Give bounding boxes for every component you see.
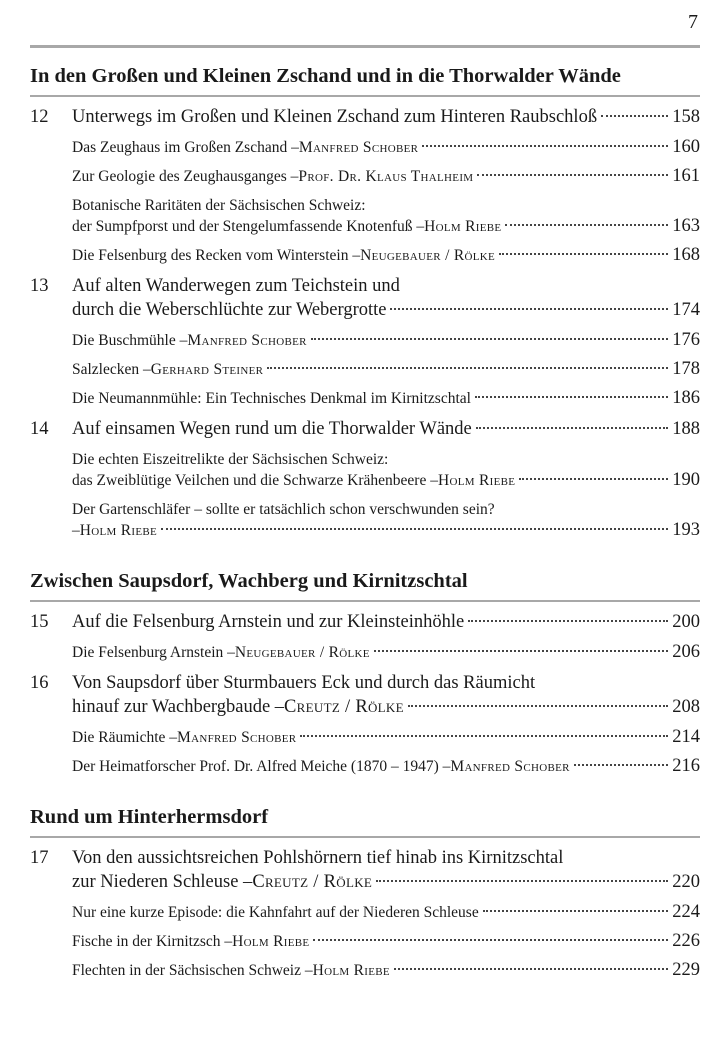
- author-name: Manfred Schober: [187, 332, 307, 349]
- toc-line: [72, 245, 700, 266]
- sub-entry: [72, 449, 700, 491]
- toc-line: [72, 449, 700, 470]
- entry-text: der Sumpfporst und der Stengelumfassende Knotenfuß –: [72, 218, 425, 235]
- dot-leader: [483, 910, 669, 912]
- dot-leader: [374, 650, 668, 652]
- entry-text: Botanische Raritäten der Sächsischen Schweiz:: [72, 197, 366, 214]
- entry-text: Die echten Eiszeitrelikte der Sächsischen Schweiz:: [72, 451, 389, 468]
- chapter-title: [72, 105, 700, 129]
- chapter-number: 17: [30, 848, 49, 868]
- sub-entry: [72, 245, 700, 266]
- toc-line: [72, 642, 700, 663]
- entry-text: Von Saupsdorf über Sturmbauers Eck und durch das Räumicht: [72, 673, 536, 693]
- dot-leader: [477, 174, 668, 176]
- toc-line: [72, 388, 700, 409]
- dot-leader: [574, 764, 668, 766]
- dot-leader: [161, 528, 668, 530]
- sub-entry: [72, 756, 700, 777]
- dot-leader: [267, 367, 668, 369]
- page-ref: 178: [672, 359, 700, 379]
- sub-entry: [72, 931, 700, 952]
- sub-entry: [72, 727, 700, 748]
- chapter-entry: [30, 105, 700, 129]
- entry-text: Die Felsenburg des Recken vom Winterstein –: [72, 247, 361, 264]
- section-title: Zwischen Saupsdorf, Wachberg und Kirnitzschtal: [30, 570, 468, 592]
- page-ref: 229: [672, 960, 700, 980]
- sub-entry: [72, 166, 700, 187]
- entry-text: das Zweiblütige Veilchen und die Schwarze Krähenbeere –: [72, 472, 438, 489]
- chapter-entry: [30, 417, 700, 441]
- toc-entry: [30, 671, 700, 777]
- entry-text: Das Zeughaus im Großen Zschand –: [72, 139, 299, 156]
- sub-entries: [72, 449, 700, 541]
- entry-text: Auf die Felsenburg Arnstein und zur Kleinsteinhöhle: [72, 612, 465, 632]
- page-ref: 163: [672, 216, 700, 236]
- toc-line: [72, 756, 700, 777]
- section-rule: [30, 95, 700, 97]
- sub-entries: [72, 330, 700, 409]
- toc-entry: [30, 417, 700, 541]
- entry-text: zur Niederen Schleuse –: [72, 872, 253, 892]
- toc-line: [72, 359, 700, 380]
- toc-line: [72, 499, 700, 520]
- entry-text: Zur Geologie des Zeughausganges –: [72, 168, 299, 185]
- toc-section: [30, 62, 700, 541]
- toc-entry: [30, 105, 700, 266]
- chapter-number: 12: [30, 107, 49, 127]
- page-ref: 161: [672, 166, 700, 186]
- chapter-entry: [30, 671, 700, 719]
- toc-line: [72, 274, 700, 298]
- toc-line: [72, 520, 700, 541]
- entry-text: Salzlecken –: [72, 361, 151, 378]
- dot-leader: [468, 620, 668, 622]
- sub-entry: [72, 137, 700, 158]
- header-rule: [30, 45, 700, 48]
- section-rule: [30, 836, 700, 838]
- table-of-contents: [30, 62, 700, 1007]
- author-name: Holm Riebe: [312, 962, 390, 979]
- toc-entry: [30, 274, 700, 409]
- author-name: Gerhard Steiner: [150, 361, 264, 378]
- dot-leader: [300, 735, 668, 737]
- dot-leader: [519, 478, 668, 480]
- sub-entry: [72, 195, 700, 237]
- chapter-title: [72, 417, 700, 441]
- toc-entry: [30, 846, 700, 981]
- author-name: Manfred Schober: [450, 758, 570, 775]
- sub-entry: [72, 388, 700, 409]
- entry-text: Die Felsenburg Arnstein –: [72, 644, 235, 661]
- page-ref: 200: [672, 612, 700, 632]
- entry-text: Der Heimatforscher Prof. Dr. Alfred Meiche (1870 – 1947) –: [72, 758, 451, 775]
- author-name: Creutz / Rölke: [252, 872, 373, 892]
- dot-leader: [313, 939, 668, 941]
- page-ref: 220: [672, 872, 700, 892]
- entry-text: Nur eine kurze Episode: die Kahnfahrt auf der Niederen Schleuse: [72, 904, 479, 921]
- page-ref: 226: [672, 931, 700, 951]
- author-name: Holm Riebe: [424, 218, 502, 235]
- sub-entries: [72, 727, 700, 777]
- page-ref: 206: [672, 642, 700, 662]
- toc-line: [72, 216, 700, 237]
- sub-entry: [72, 642, 700, 663]
- entry-text: Die Neumannmühle: Ein Technisches Denkmal im Kirnitzschtal: [72, 390, 471, 407]
- entry-text: Fische in der Kirnitzsch –: [72, 933, 233, 950]
- sub-entry: [72, 499, 700, 541]
- author-name: Manfred Schober: [177, 729, 297, 746]
- page-ref: 160: [672, 137, 700, 157]
- dot-leader: [408, 705, 668, 707]
- entry-text: Die Räumichte –: [72, 729, 178, 746]
- chapter-entry: [30, 274, 700, 322]
- page-ref: 216: [672, 756, 700, 776]
- entry-text: –: [72, 522, 80, 539]
- author-name: Neugebauer / Rölke: [234, 644, 370, 661]
- page-ref: 224: [672, 902, 700, 922]
- entry-text: durch die Weberschlüchte zur Webergrotte: [72, 300, 387, 320]
- toc-line: [72, 137, 700, 158]
- page-ref: 188: [672, 419, 700, 439]
- chapter-number: 14: [30, 419, 49, 439]
- page-ref: 168: [672, 245, 700, 265]
- dot-leader: [390, 308, 668, 310]
- chapter-number: 15: [30, 612, 49, 632]
- author-name: Manfred Schober: [298, 139, 419, 156]
- toc-line: [72, 166, 700, 187]
- sub-entries: [72, 642, 700, 663]
- page-ref: 176: [672, 330, 700, 350]
- author-name: Holm Riebe: [232, 933, 310, 950]
- entry-text: Auf alten Wanderwegen zum Teichstein und: [72, 276, 400, 296]
- toc-line: [72, 671, 700, 695]
- author-name: Holm Riebe: [437, 472, 516, 489]
- section-title: Rund um Hinterhermsdorf: [30, 806, 269, 828]
- sub-entries: [72, 902, 700, 981]
- toc-line: [72, 195, 700, 216]
- author-name: Neugebauer / Rölke: [360, 247, 496, 264]
- entry-text: Unterwegs im Großen und Kleinen Zschand zum Hinteren Raubschloß: [72, 107, 598, 127]
- page-number: 7: [688, 11, 698, 33]
- section-rule: [30, 600, 700, 602]
- toc-line: [72, 105, 700, 129]
- dot-leader: [475, 396, 668, 398]
- page-ref: 190: [672, 470, 700, 490]
- entry-text: hinauf zur Wachbergbaude –: [72, 697, 285, 717]
- toc-line: [72, 695, 700, 719]
- toc-line: [72, 960, 700, 981]
- dot-leader: [311, 338, 668, 340]
- entry-text: Auf einsamen Wegen rund um die Thorwalder Wände: [72, 419, 472, 439]
- chapter-title: [72, 610, 700, 634]
- entry-text: Flechten in der Sächsischen Schweiz –: [72, 962, 313, 979]
- entry-text: Der Gartenschläfer – sollte er tatsächlich schon verschwunden sein?: [72, 501, 495, 518]
- toc-line: [72, 417, 700, 441]
- entry-text: Von den aussichtsreichen Pohlshörnern tief hinab ins Kirnitzschtal: [72, 848, 564, 868]
- page-ref: 186: [672, 388, 700, 408]
- chapter-title: [72, 671, 700, 719]
- dot-leader: [476, 427, 669, 429]
- dot-leader: [601, 115, 668, 117]
- toc-entry: [30, 610, 700, 663]
- sub-entry: [72, 960, 700, 981]
- toc-line: [72, 846, 700, 870]
- sub-entries: [72, 137, 700, 266]
- author-name: Holm Riebe: [79, 522, 158, 539]
- dot-leader: [394, 968, 668, 970]
- page-ref: 208: [672, 697, 700, 717]
- toc-line: [72, 298, 700, 322]
- page-ref: 214: [672, 727, 700, 747]
- sub-entry: [72, 330, 700, 351]
- chapter-number: 16: [30, 673, 49, 693]
- page-ref: 193: [672, 520, 700, 540]
- chapter-title: [72, 846, 700, 894]
- sub-entry: [72, 902, 700, 923]
- chapter-entry: [30, 846, 700, 894]
- toc-section: [30, 567, 700, 777]
- page-ref: 158: [672, 107, 700, 127]
- chapter-number: 13: [30, 276, 49, 296]
- author-name: Creutz / Rölke: [284, 697, 404, 717]
- section-title: In den Großen und Kleinen Zschand und in die Thorwalder Wände: [30, 65, 621, 87]
- page-ref: 174: [672, 300, 700, 320]
- entry-text: Die Buschmühle –: [72, 332, 188, 349]
- dot-leader: [499, 253, 668, 255]
- toc-line: [72, 610, 700, 634]
- dot-leader: [505, 224, 668, 226]
- toc-line: [72, 902, 700, 923]
- dot-leader: [422, 145, 668, 147]
- toc-line: [72, 931, 700, 952]
- chapter-entry: [30, 610, 700, 634]
- toc-line: [72, 870, 700, 894]
- sub-entry: [72, 359, 700, 380]
- author-name: Prof. Dr. Klaus Thalheim: [298, 168, 474, 185]
- dot-leader: [376, 880, 668, 882]
- toc-line: [72, 330, 700, 351]
- toc-line: [72, 727, 700, 748]
- chapter-title: [72, 274, 700, 322]
- toc-section: [30, 803, 700, 981]
- toc-line: [72, 470, 700, 491]
